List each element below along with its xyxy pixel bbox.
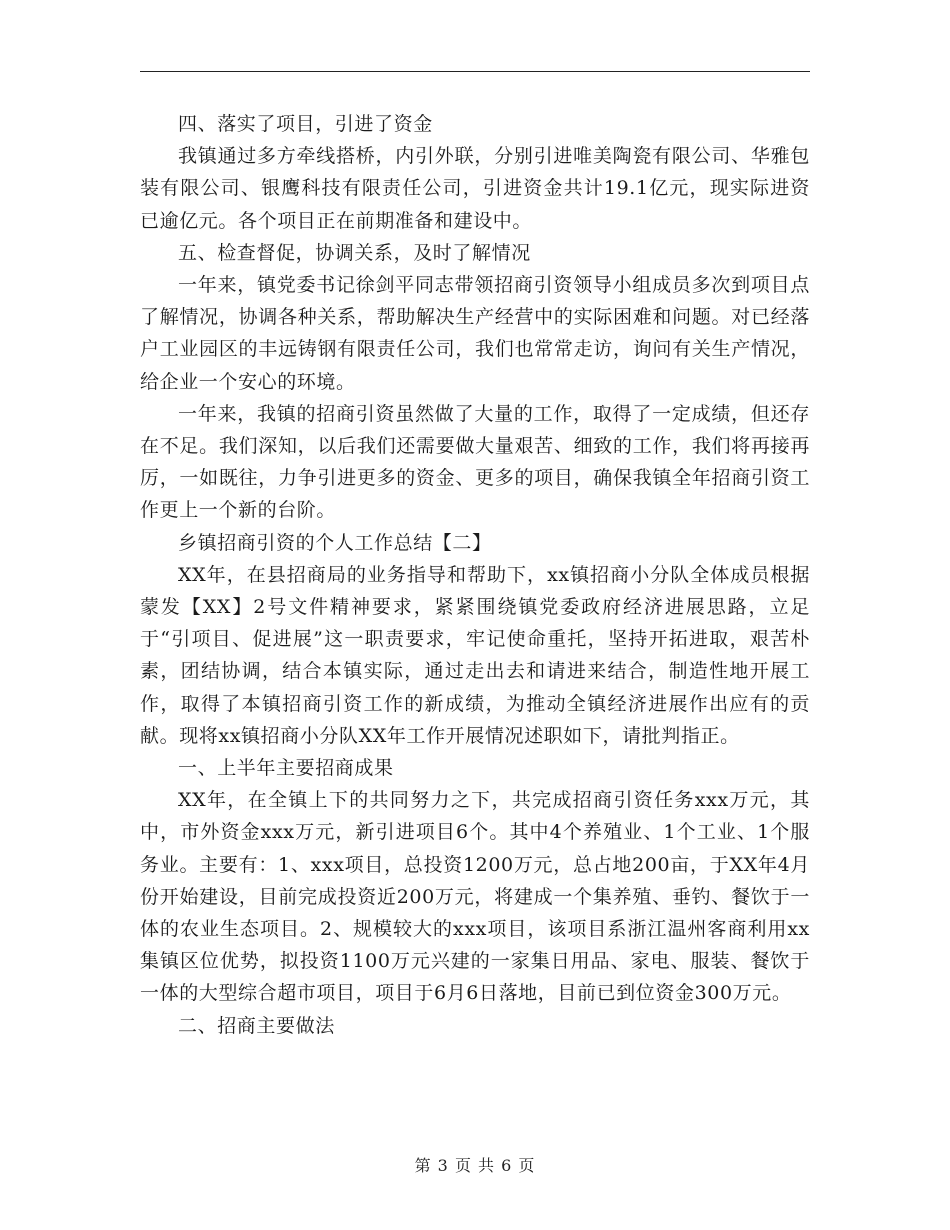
page-number: 第 3 页 共 6 页 [414, 1156, 536, 1175]
section-heading-4: 四、落实了项目，引进了资金 [178, 113, 433, 135]
article-title: 乡镇招商引资的个人工作总结【二】 [178, 531, 492, 554]
header-rule [140, 71, 810, 72]
section-heading-2: 二、招商主要做法 [178, 1014, 335, 1037]
section-heading-1: 一、上半年主要招商成果 [178, 757, 394, 780]
body-paragraph: 一年来，镇党委书记徐剑平同志带领招商引资领导小组成员多次到项目点了解情况，协调各种关系，帮助解决生产经营中的实际困难和问题。对已经落户工业园区的丰远铸钢有限责任公司，我们也常常走访，询问有关生产情况，给企业一个安心的环境。 [140, 274, 810, 393]
body-paragraph: XX年，在全镇上下的共同努力之下，共完成招商引资任务xxx万元，其中，市外资金xxx万元，新引进项目6个。其中4个养殖业、1个工业、1个服务业。主要有：1、xxx项目，总投资1200万元，总占地200亩，于XX年4月份开始建设，目前完成投资近200万元，将建成一个集养殖、垂钓、餐饮于一体的农业生态项目。2、规模较大的xxx项目，该项目系浙江温州客商利用xx集镇区位优势，拟投资1100万元兴建的一家集日用品、家电、服装、餐饮于一体的大型综合超市项目，项目于6月6日落地，目前已到位资金300万元。 [140, 789, 810, 1005]
body-paragraph: 我镇通过多方牵线搭桥，内引外联，分别引进唯美陶瓷有限公司、华雅包装有限公司、银鹰科技有限责任公司，引进资金共计19.1亿元，现实际进资已逾亿元。各个项目正在前期准备和建设中。 [140, 145, 810, 232]
section-heading-5: 五、检查督促，协调关系，及时了解情况 [178, 241, 531, 264]
document-body [140, 108, 810, 1042]
page-footer [0, 1153, 950, 1176]
body-paragraph: 一年来，我镇的招商引资虽然做了大量的工作，取得了一定成绩，但还存在不足。我们深知，以后我们还需要做大量艰苦、细致的工作，我们将再接再厉，一如既往，力争引进更多的资金、更多的项目，确保我镇全年招商引资工作更上一个新的台阶。 [140, 402, 810, 522]
body-paragraph: XX年，在县招商局的业务指导和帮助下，xx镇招商小分队全体成员根据蒙发【XX】2号文件精神要求，紧紧围绕镇党委政府经济进展思路，立足于“引项目、促进展”这一职责要求，牢记使命重托，坚持开拓进取，艰苦朴素，团结协调，结合本镇实际，通过走出去和请进来结合，制造性地开展工作，取得了本镇招商引资工作的新成绩，为推动全镇经济进展作出应有的贡献。现将xx镇招商小分队XX年工作开展情况述职如下，请批判指正。 [140, 563, 810, 747]
